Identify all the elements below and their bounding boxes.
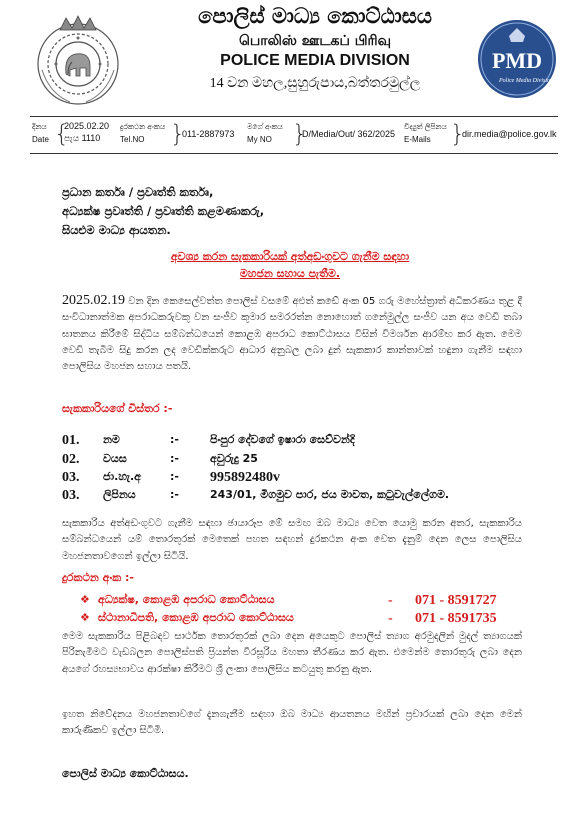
detail-row-age	[62, 452, 532, 470]
detail-separator: :-	[170, 470, 179, 483]
details-heading: සැකකාරියගේ විස්තර :-	[62, 402, 173, 415]
phone-label: අධ්‍යක්ෂ, කොළඹ අපරාධ කොට්ඨාසය	[98, 593, 275, 606]
detail-label: ලිපිනය	[103, 488, 136, 501]
detail-label: නම	[103, 433, 120, 446]
diamond-bullet-icon: ❖	[80, 611, 90, 624]
phone-row	[80, 593, 530, 611]
detail-separator: :-	[170, 488, 179, 501]
phones-heading: දුරකථන අංක :-	[62, 571, 134, 584]
detail-label: ජා.හැ.අ	[103, 470, 141, 483]
tel-label-si: දුරකථන අංකය	[120, 122, 166, 131]
detail-number: 03.	[62, 470, 80, 485]
myno-label-en: My NO	[247, 135, 272, 144]
detail-row-address	[62, 488, 532, 506]
detail-number: 01.	[62, 433, 80, 448]
detail-separator: :-	[170, 452, 179, 465]
email-value: dir.media@police.gov.lk	[462, 129, 557, 139]
title-english: POLICE MEDIA DIVISION	[220, 52, 410, 69]
reference-number: D/Media/Out/ 362/2025	[302, 129, 396, 139]
incident-date: 2025.02.19	[62, 293, 125, 308]
detail-value: 995892480v	[210, 470, 280, 485]
reference-info-bar: දිනය Date { 2025.02.20 පැය 1110 දුරකථන අංකය Tel.NO } 011-2887973 මගේ අංකය My NO } D/Media/Out/ 362/2025 විද්‍යුත් ලිපිනය E-Mails } dir.media@police.gov.lk	[30, 116, 558, 154]
phone-number: 071 - 8591727	[415, 593, 497, 608]
detail-row-nic	[62, 470, 532, 488]
phone-label: ස්ථානාධිපති, කොළඹ අපරාධ කොට්ඨාසය	[98, 611, 294, 624]
paragraph-reward: මෙම සැකකාරිය පිළිබඳව සාර්ථක තොරතුරක් ලබා දෙන අයෙකුට පොලිස් ත්‍යාග අරමුදලින් මුදල් ත්‍යාගයක් පිරිනැමීමට වැඩබලන පොලිස්පති ප්‍රියන්ත වීරසූරිය මහතා තීරණය කර ඇත. එමෙන්ම තොරතුරු ලබා දෙන අයගේ රහස්‍යභාවය ආරක්ෂා කිරීමට ශ්‍රී ලංකා පොලිසිය කටයුතු කරනු ඇත.	[62, 631, 522, 675]
police-emblem-logo	[30, 14, 126, 110]
addressees	[62, 183, 264, 240]
phone-number: 071 - 8591735	[415, 611, 497, 626]
pmd-logo	[476, 18, 558, 100]
title-sinhala: පොලිස් මාධ්‍ය කොට්ඨාසය	[198, 4, 432, 28]
addressee-line: අධ්‍යක්ෂ ප්‍රවෘත්ති / ප්‍රවෘත්ති කළමණාකරු,	[62, 204, 265, 218]
detail-number: 03.	[62, 488, 80, 503]
incident-text: වන දින කෙසෙල්වත්ත පොලිස් වසමේ අළුත් කඩේ අංක 05 ගරු මහේස්ත්‍රාත් අධිකරණය තුළ දී සංවිධානාත්මක අපරාධකරුවකු වන සංජීව කුමාර සමරරත්න නොහොත් ගනේමුල්ල සංජීව යන අය වෙඩි තබා ඝාතනය කිරීමේ සිද්ධිය සම්බන්ධයෙන් කොළඹ අපරාධ කොට්ඨාසය විසින් විමර්ශන ආරම්භ කර ඇත. මෙම වෙඩි තැබීම සිදු කරන ලද වෙඩික්කරුට ආධාර අනුබල ලබා දුන් සැකකාර කාන්තාවක් හඳුනා ගැනීම සඳහා පොලිසිය මහජන සහාය පතයි.	[62, 296, 522, 373]
detail-value: අවුරුදු 25	[210, 452, 258, 465]
signature: පොලිස් මාධ්‍ය කොට්ඨාසය.	[62, 767, 189, 780]
detail-number: 02.	[62, 452, 80, 467]
detail-value: පිංපුර දේවගේ ඉෂාරා සෙව්වන්දි	[210, 433, 355, 446]
addressee-line: ප්‍රධාන කර්තෘ / ප්‍රවෘත්ති කර්තෘ,	[62, 185, 214, 199]
appeal-title	[80, 248, 500, 282]
email-label-si: විද්‍යුත් ලිපිනය	[404, 122, 447, 131]
pmd-logo-text: PMD	[491, 48, 543, 73]
paragraph-publicity: ඉහත නිවේදනය මහජනතාවගේ දැනගැනීම සඳහා ඔබ මාධ්‍ය ආයතනය මඟින් ප්‍රචාරයක් ලබා දෙන මෙන් කාරුණිකව ඉල්ලා සිටිමි.	[62, 709, 522, 737]
date-label-en: Date	[32, 135, 49, 144]
phone-dash: -	[388, 611, 393, 626]
date-label-si: දිනය	[32, 122, 47, 131]
paragraph-incident	[62, 293, 522, 375]
title-tamil: பொலிஸ் ஊடகப் பிரிவு	[238, 33, 392, 49]
detail-label: වයස	[103, 452, 127, 465]
time-value: පැය 1110	[64, 133, 101, 143]
pmd-logo-caption: Police Media Division	[499, 78, 553, 84]
appeal-title-line1: අවශ්‍ය කරන සැකකාරියක් අත්අඩංගුවට ගැනීම සඳහා	[170, 250, 410, 263]
detail-row-name	[62, 433, 532, 451]
phone-dash: -	[388, 593, 393, 608]
email-label-en: E-Mails	[404, 135, 431, 144]
myno-label-si: මගේ අංකය	[247, 122, 283, 131]
phone-row	[80, 611, 530, 629]
tel-label-en: Tel.NO	[120, 135, 145, 144]
addressee-line: සියළුම මාධ්‍ය ආයතන.	[62, 223, 171, 237]
paragraph-request: සැකකාරිය අත්අඩංගුවට ගැනීම සඳහා ඡායාරූප මේ සමඟ ඔබ මාධ්‍ය වෙත යොමු කරන අතර, සැකකාරිය සම්බන්ධයෙන් යම් තොරතුරක් මෙතෙක් පහත සඳහන් දුරකථන අංක වෙත දැනුම් දෙන ලෙස පොලිසිය මහජනතාවගෙන් ඉල්ලා සිටියි.	[62, 518, 522, 562]
date-value: 2025.02.20	[64, 121, 110, 131]
detail-separator: :-	[170, 433, 179, 446]
appeal-title-line2: මහජන සහාය පැතීම.	[239, 267, 341, 280]
detail-value: 243/01, මීගමුව පාර, ජය මාවත, කටුවැල්ලේගම.	[210, 488, 450, 501]
tel-value: 011-2887973	[182, 129, 235, 139]
office-address: 14 වන මහල,සුහුරුපාය,බත්තරමුල්ල	[209, 76, 421, 91]
diamond-bullet-icon: ❖	[80, 593, 90, 606]
